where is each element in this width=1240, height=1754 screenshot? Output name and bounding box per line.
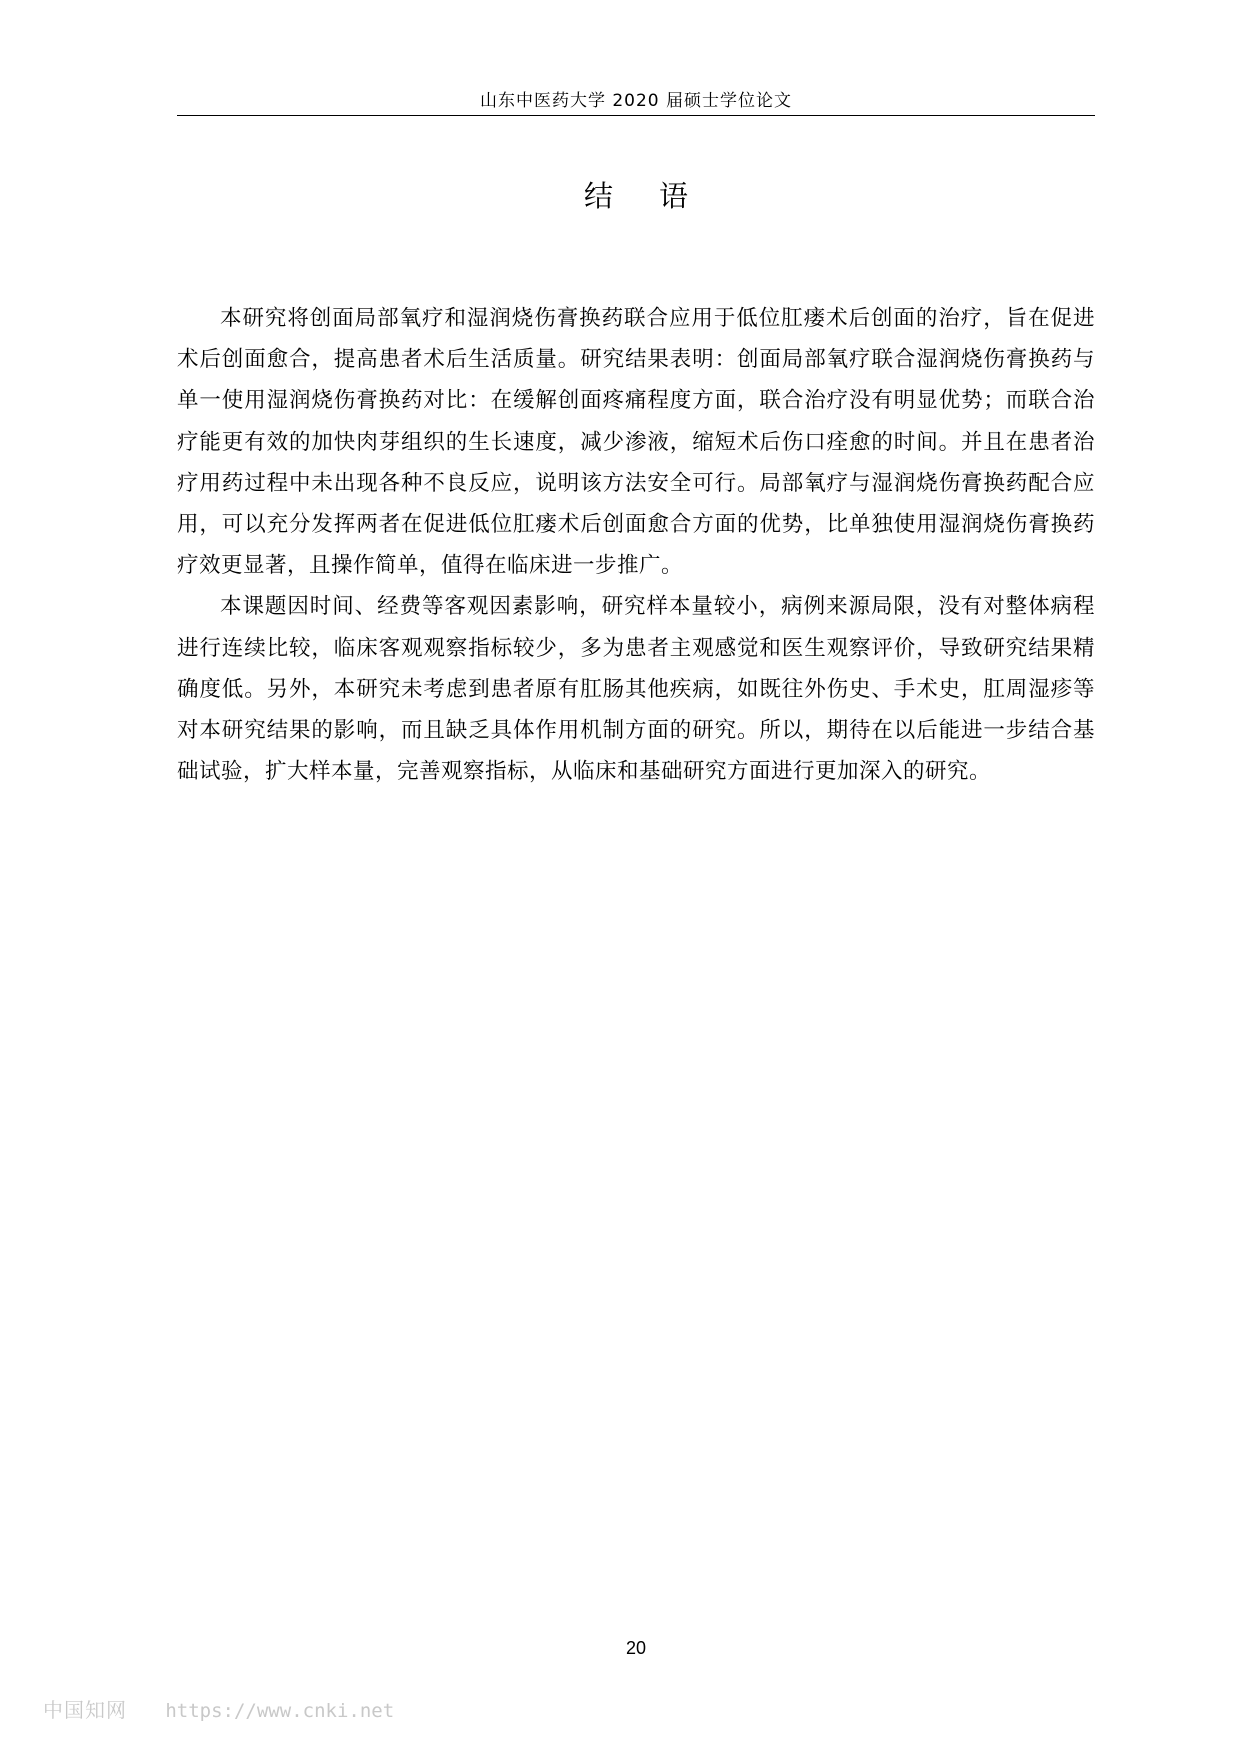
- watermark: [43, 1694, 394, 1723]
- watermark-url: https://www.cnki.net: [165, 1700, 395, 1722]
- running-header: 山东中医药大学 2020 届硕士学位论文: [479, 91, 793, 111]
- page-number: 20: [625, 1638, 647, 1658]
- paragraph-limitations: 本课题因时间、经费等客观因素影响，研究样本量较小，病例来源局限，没有对整体病程进行连续比较，临床客观观察指标较少，多为患者主观感觉和医生观察评价，导致研究结果精确度低。另外，本研究未考虑到患者原有肛肠其他疾病，如既往外伤史、手术史，肛周湿疹等对本研究结果的影响，而且缺乏具体作用机制方面的研究。所以，期待在以后能进一步结合基础试验，扩大样本量，完善观察指标，从临床和基础研究方面进行更加深入的研究。: [177, 594, 1095, 785]
- body-text: [177, 298, 1095, 792]
- page-title: 结语: [583, 179, 734, 213]
- paragraph-conclusion: 本研究将创面局部氧疗和湿润烧伤膏换药联合应用于低位肛瘘术后创面的治疗，旨在促进术后创面愈合，提高患者术后生活质量。研究结果表明：创面局部氧疗联合湿润烧伤膏换药与单一使用湿润烧伤膏换药对比：在缓解创面疼痛程度方面，联合治疗没有明显优势；而联合治疗能更有效的加快肉芽组织的生长速度，减少渗液，缩短术后伤口痊愈的时间。并且在患者治疗用药过程中未出现各种不良反应，说明该方法安全可行。局部氧疗与湿润烧伤膏换药配合应用，可以充分发挥两者在促进低位肛瘘术后创面愈合方面的优势，比单独使用湿润烧伤膏换药疗效更显著，且操作简单，值得在临床进一步推广。: [177, 306, 1095, 579]
- header-rule: [177, 115, 1095, 116]
- watermark-logo: 中国知网: [43, 1698, 127, 1722]
